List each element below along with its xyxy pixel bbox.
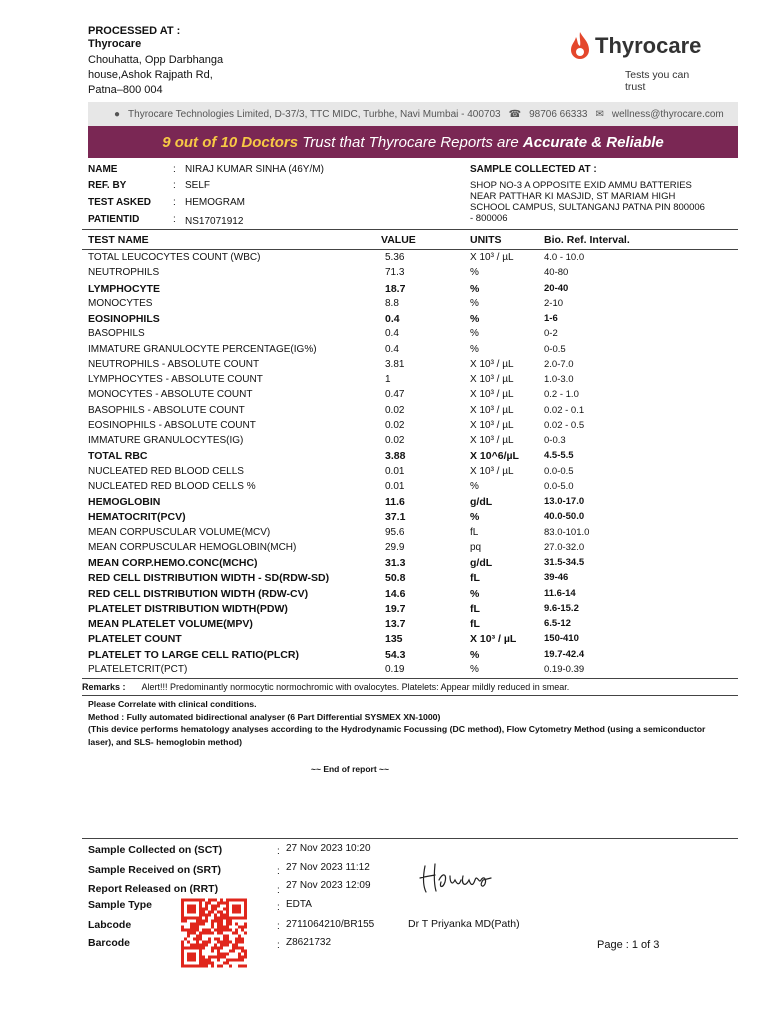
test-value: 19.7 [385,602,406,615]
table-row [88,649,738,664]
table-row [88,618,738,633]
whatsapp-icon: ☎ [508,108,522,120]
sample-collected-at-title: SAMPLE COLLECTED AT : [470,164,597,175]
test-name: PLATELET DISTRIBUTION WIDTH(PDW) [88,602,288,615]
patient-id-value: NS17071912 [185,216,244,227]
table-row [88,527,738,542]
labcode-label: Labcode [88,919,132,931]
reference-interval: 40-80 [544,267,569,279]
table-row [88,481,738,496]
test-unit: X 10³ / µL [470,404,514,416]
sample-collected-address: SHOP NO-3 A OPPOSITE EXID AMMU BATTERIES NEAR PATTHAR KI MASJID, ST MARIAM HIGH SCHOOL CAMPUS, SULTANGANJ PATNA PIN 800006 - 800006 [470,180,705,224]
reference-interval: 31.5-34.5 [544,557,585,568]
test-unit: % [470,648,480,661]
test-name: LYMPHOCYTES - ABSOLUTE COUNT [88,374,263,385]
remarks-label: Remarks : [82,682,126,692]
test-value: 0.01 [385,480,405,492]
reference-interval: 27.0-32.0 [544,541,585,553]
test-name: TOTAL RBC [88,450,148,463]
contact-address: Thyrocare Technologies Limited, D-37/3, TTC MIDC, Turbhe, Navi Mumbai - 400703 [128,108,501,120]
test-value: 31.3 [385,557,406,569]
colon: : [277,921,280,932]
test-value: 0.4 [385,313,400,325]
table-row [88,328,738,343]
test-value: 54.3 [385,648,406,661]
location-pin-icon: ● [114,108,121,120]
test-value: 135 [385,633,403,646]
colon: : [277,940,280,951]
test-value: 3.88 [385,450,406,463]
table-row [88,588,738,603]
divider [82,695,738,696]
contact-phone: 98706 66333 [529,108,588,120]
rrt-label: Report Released on (RRT) [88,883,219,895]
test-name: EOSINOPHILS [88,313,160,325]
table-row [88,405,738,420]
table-row [88,466,738,481]
test-value: 8.8 [385,297,399,309]
test-name: MONOCYTES - ABSOLUTE COUNT [88,389,253,401]
reference-interval: 2-10 [544,297,564,309]
sct-label: Sample Collected on (SCT) [88,844,223,856]
test-value: 0.02 [385,419,405,431]
divider [82,249,738,250]
reference-interval: 0.02 - 0.5 [544,419,585,431]
test-unit: X 10³ / µL [470,633,517,646]
test-name: PLATELET TO LARGE CELL RATIO(PLCR) [88,648,299,661]
logo-tagline: Tests you can trust [625,69,690,93]
labcode-value: 2711064210/BR155 [286,919,375,930]
barcode-value: Z8621732 [286,937,332,948]
qr-code [181,898,247,968]
test-unit: X 10^6/µL [470,450,519,463]
note-line: (This device performs hematology analyses according to the Hydrodynamic Focussing (DC method), Flow Cytometry Method (using a semiconductor laser), and SLS- hemoglobin method) [88,724,706,747]
test-value: 95.6 [385,526,405,538]
patient-name: NIRAJ KUMAR SINHA (46Y/M) [185,164,324,175]
method-notes [88,698,728,748]
test-name: TOTAL LEUCOCYTES COUNT (WBC) [88,252,261,263]
test-name: NEUTROPHILS [88,267,160,279]
test-value: 0.4 [385,328,399,340]
test-unit: pq [470,541,482,553]
banner-emphasis: Accurate & Reliable [522,133,664,151]
patient-id-label: PATIENTID [88,214,140,225]
test-value: 18.7 [385,282,406,295]
reference-interval: 20-40 [544,282,569,294]
test-name: MEAN CORPUSCULAR VOLUME(MCV) [88,526,271,538]
colon: : [173,197,176,208]
test-value: 50.8 [385,572,406,585]
sample-type-label: Sample Type [88,899,152,911]
address-line: Patna–800 004 [88,84,163,96]
test-unit: g/dL [470,557,493,569]
reference-interval: 0-0.3 [544,435,566,446]
reference-interval: 6.5-12 [544,618,571,629]
test-unit: % [470,343,479,355]
reference-interval: 19.7-42.4 [544,648,585,660]
test-value: 1 [385,374,391,385]
doctor-name: Dr T Priyanka MD(Path) [408,918,520,930]
divider [82,838,738,839]
logo-wordmark: Thyrocare [595,33,702,58]
colon: : [173,180,176,191]
test-unit: % [470,313,480,325]
reference-interval: 4.5-5.5 [544,450,574,462]
contact-bar [88,102,738,126]
table-row [88,511,738,526]
address-line: house,Ashok Rajpath Rd, [88,69,213,81]
doctor-signature [417,858,497,898]
table-row [88,359,738,374]
colon: : [277,846,280,857]
table-row [88,389,738,404]
table-row [88,496,738,511]
test-name: EOSINOPHILS - ABSOLUTE COUNT [88,419,256,431]
test-value: 0.4 [385,343,399,355]
table-row [88,664,738,679]
table-row [88,542,738,557]
banner-text: Trust that Thyrocare Reports are [298,133,523,151]
srt-label: Sample Received on (SRT) [88,864,222,876]
banner-highlight: 9 out of 10 Doctors [162,133,299,151]
test-value: 0.02 [385,404,405,416]
test-asked-label: TEST ASKED [88,197,151,208]
test-unit: g/dL [470,496,493,508]
test-asked-value: HEMOGRAM [185,197,245,208]
reference-interval: 0-2 [544,328,558,340]
processed-company: Thyrocare [88,38,142,50]
reference-interval: 0.2 - 1.0 [544,389,579,401]
test-unit: % [470,282,480,295]
table-row [88,298,738,313]
test-unit: X 10³ / µL [470,435,514,446]
reference-interval: 0-0.5 [544,343,566,355]
test-unit: fL [470,526,479,538]
test-name: PLATELETCRIT(PCT) [88,663,188,675]
test-unit: X 10³ / µL [470,389,514,401]
reference-interval: 0.19-0.39 [544,663,585,675]
end-of-report: ~~ End of report ~~ [311,764,389,774]
table-row [88,603,738,618]
test-unit: % [470,511,480,524]
col-header-test-name: TEST NAME [88,234,149,246]
refby-label: REF. BY [88,180,127,191]
col-header-value: VALUE [381,234,416,246]
test-name: IMMATURE GRANULOCYTES(IG) [88,435,244,446]
colon: : [277,866,280,877]
processed-address [88,53,223,98]
page-number: Page : 1 of 3 [597,939,660,951]
test-name: RED CELL DISTRIBUTION WIDTH - SD(RDW-SD) [88,572,330,585]
colon: : [173,164,176,175]
test-name: NUCLEATED RED BLOOD CELLS [88,465,244,477]
table-row [88,450,738,465]
reference-interval: 1.0-3.0 [544,374,574,385]
test-unit: % [470,480,479,492]
table-row [88,633,738,648]
mail-icon: ✉ [595,108,604,120]
col-header-ref-interval: Bio. Ref. Interval. [544,234,630,246]
table-row [88,267,738,282]
table-row [88,313,738,328]
reference-interval: 0.0-0.5 [544,465,574,477]
remarks [82,682,569,692]
srt-value: 27 Nov 2023 11:12 [286,862,370,873]
test-name: IMMATURE GRANULOCYTE PERCENTAGE(IG%) [88,343,317,355]
test-unit: % [470,297,479,309]
table-row [88,572,738,587]
test-unit: X 10³ / µL [470,419,514,431]
table-row [88,374,738,389]
test-name: RED CELL DISTRIBUTION WIDTH (RDW-CV) [88,587,309,600]
table-row [88,252,738,267]
divider [82,229,738,230]
colon: : [173,214,176,225]
reference-interval: 1-6 [544,313,558,324]
test-unit: X 10³ / µL [470,465,514,477]
processed-at-label: PROCESSED AT : [88,25,181,37]
test-name: MEAN CORP.HEMO.CONC(MCHC) [88,557,258,569]
test-name: NUCLEATED RED BLOOD CELLS % [88,480,256,492]
colon: : [277,885,280,896]
table-row [88,435,738,450]
test-value: 13.7 [385,618,406,630]
rrt-value: 27 Nov 2023 12:09 [286,880,371,891]
table-row [88,557,738,572]
test-name: NEUTROPHILS - ABSOLUTE COUNT [88,358,260,370]
reference-interval: 11.6-14 [544,587,576,599]
note-line: Please Correlate with clinical conditions. [88,699,257,709]
test-value: 37.1 [385,511,406,524]
col-header-units: UNITS [470,234,502,246]
test-value: 0.47 [385,389,405,401]
colon: : [277,902,280,913]
address-line: Chouhatta, Opp Darbhanga [88,54,224,66]
flame-logo-icon [567,30,593,64]
table-row [88,420,738,435]
thyrocare-logo [565,30,705,93]
reference-interval: 9.6-15.2 [544,602,579,614]
name-label: NAME [88,164,118,175]
reference-interval: 0.0-5.0 [544,480,574,492]
test-name: BASOPHILS [88,328,145,340]
test-unit: % [470,587,480,600]
remarks-text: Alert!!! Predominantly normocytic normochromic with ovalocytes. Platelets: Appear mildly reduced in smear. [141,682,570,692]
reference-interval: 2.0-7.0 [544,358,574,370]
sct-value: 27 Nov 2023 10:20 [286,843,371,854]
test-name: LYMPHOCYTE [88,282,160,295]
contact-email: wellness@thyrocare.com [611,108,724,120]
test-value: 0.01 [385,465,405,477]
test-value: 29.9 [385,541,405,553]
note-line: Method : Fully automated bidirectional analyser (6 Part Differential SYSMEX XN-1000) [88,711,441,722]
test-value: 0.02 [385,435,405,446]
test-name: MEAN PLATELET VOLUME(MPV) [88,618,253,630]
test-unit: X 10³ / µL [470,252,514,263]
test-unit: % [470,663,479,675]
test-unit: X 10³ / µL [470,374,514,385]
barcode-label: Barcode [88,937,131,949]
test-value: 14.6 [385,587,406,600]
sample-type-value: EDTA [286,899,312,910]
test-name: PLATELET COUNT [88,633,182,646]
test-unit: fL [470,602,480,615]
divider [82,678,738,679]
test-value: 3.81 [385,358,405,370]
test-unit: fL [470,618,480,630]
reference-interval: 4.0 - 10.0 [544,252,585,263]
test-unit: fL [470,572,480,585]
table-row [88,283,738,298]
reference-interval: 40.0-50.0 [544,511,585,523]
test-unit: % [470,328,479,340]
reference-interval: 0.02 - 0.1 [544,404,585,416]
test-value: 0.19 [385,663,405,675]
test-value: 11.6 [385,496,405,508]
reference-interval: 13.0-17.0 [544,496,585,507]
trust-banner [88,126,738,158]
table-row [88,344,738,359]
test-name: HEMATOCRIT(PCV) [88,511,186,524]
reference-interval: 150-410 [544,633,579,645]
test-unit: % [470,267,479,279]
reference-interval: 83.0-101.0 [544,526,590,538]
reference-interval: 39-46 [544,572,569,584]
test-name: MEAN CORPUSCULAR HEMOGLOBIN(MCH) [88,541,297,553]
test-value: 5.36 [385,252,405,263]
ref-by-value: SELF [185,180,211,191]
test-unit: X 10³ / µL [470,358,514,370]
test-name: MONOCYTES [88,297,153,309]
test-value: 71.3 [385,267,405,279]
test-name: BASOPHILS - ABSOLUTE COUNT [88,404,245,416]
test-name: HEMOGLOBIN [88,496,161,508]
